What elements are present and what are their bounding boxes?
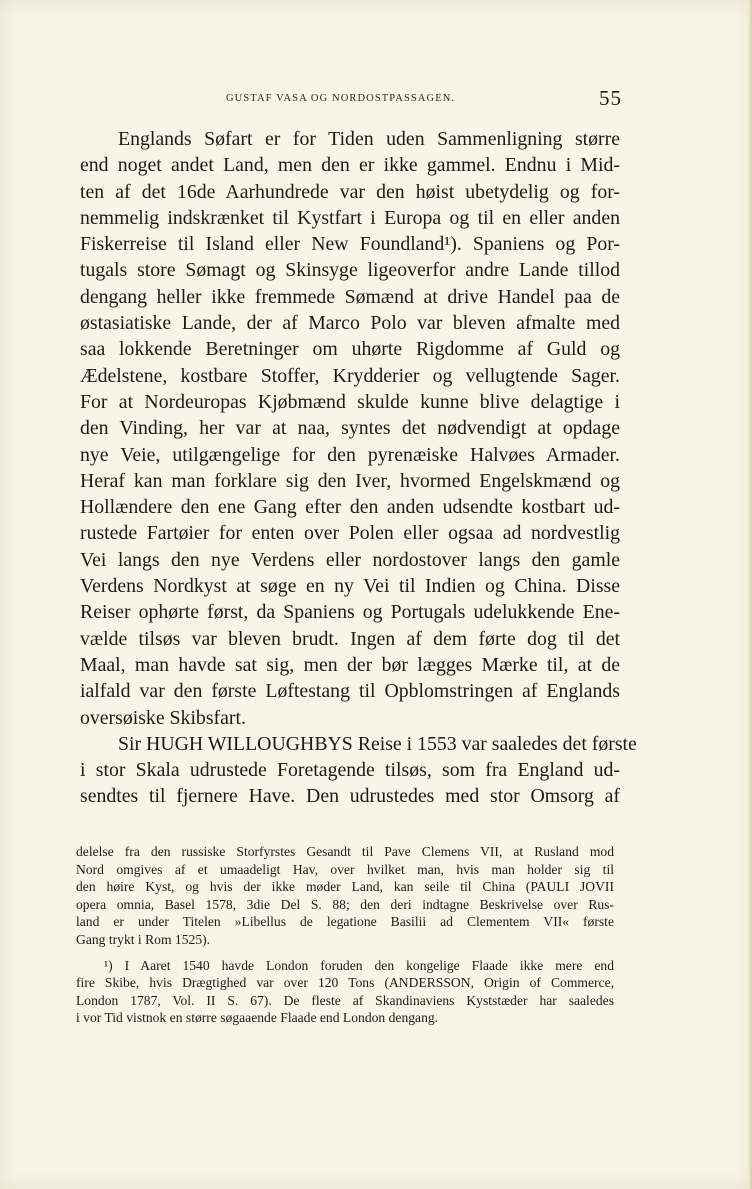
text-line: tugals store Sømagt og Skinsyge ligeoverfor andre Lande tillod xyxy=(80,259,620,282)
text-line: dengang heller ikke fremmede Sømænd at drive Handel paa de xyxy=(80,285,620,308)
text-line: oversøiske Skibsfart. xyxy=(80,706,246,729)
text-line: vælde tilsøs var bleven brudt. Ingen af dem førte dog til det xyxy=(80,627,620,650)
text-line: Englands Søfart er for Tiden uden Sammenligning større xyxy=(118,128,620,150)
page-number: 55 xyxy=(599,86,622,110)
footnote-line: opera omnia, Basel 1578, 3die Del S. 88; den deri indtagne Beskrivelse over Rus- xyxy=(76,896,614,912)
footnote-1-line: London 1787, Vol. II S. 67). De fleste af Skandinaviens Kyststæder har saaledes xyxy=(76,992,614,1008)
text-line: Heraf kan man forklare sig den Iver, hvormed Engelskmænd og xyxy=(80,469,620,492)
text-line: Hollændere den ene Gang efter den anden udsendte kostbart ud- xyxy=(80,496,620,519)
footnotes xyxy=(76,843,614,1027)
text-line: Fiskerreise til Island eller New Foundland¹). Spaniens og Por- xyxy=(80,233,620,256)
text-line: ialfald var den første Løftestang til Opblomstringen af Englands xyxy=(80,680,620,703)
main-text xyxy=(80,126,637,810)
text-line: end noget andet Land, men den er ikke gammel. Endnu i Mid- xyxy=(80,154,620,177)
text-line: Reiser ophørte først, da Spaniens og Portugals udelukkende Ene- xyxy=(80,601,620,624)
text-line: den Vinding, her var at naa, syntes det nødvendigt at opdage xyxy=(80,417,620,440)
footnote-1-line: ¹) I Aaret 1540 havde London foruden den kongelige Flaade ikke mere end xyxy=(104,957,614,973)
text-line: For at Nordeuropas Kjøbmænd skulde kunne blive delagtige i xyxy=(80,390,620,413)
text-line: Vei langs den nye Verdens eller nordostover langs den gamle xyxy=(80,548,620,571)
footnote-1-line: fire Skibe, hvis Drægtighed var over 120 Tons (ANDERSSON, Origin of Commerce, xyxy=(76,975,614,991)
text-line: nemmelig indskrænket til Kystfart i Europa og til en eller anden xyxy=(80,206,620,229)
page-header xyxy=(76,86,622,116)
text-line: saa lokkende Beretninger om uhørte Rigdomme af Guld og xyxy=(80,338,620,361)
text-line: østasiatiske Lande, der af Marco Polo var bleven afmalte med xyxy=(80,312,620,335)
text-line: Sir HUGH WILLOUGHBYS Reise i 1553 var saaledes det første xyxy=(118,732,637,755)
text-line: Verdens Nordkyst at søge en ny Vei til Indien og China. Disse xyxy=(80,575,620,598)
text-line: nye Veie, utilgængelige for den pyrenæiske Halvøes Armader. xyxy=(80,443,620,466)
footnote-line: den høire Kyst, og hvis der ikke møder Land, kan seile til China (PAULI JOVII xyxy=(76,879,614,895)
text-line: Maal, man havde sat sig, men der bør lægges Mærke til, at de xyxy=(80,653,620,676)
text-line: sendtes til fjernere Have. Den udrustedes med stor Omsorg af xyxy=(80,785,620,808)
footnote-line: Nord omgives af et umaadeligt Hav, over hvilket man, hvis man holder sig til xyxy=(76,861,614,877)
footnote-line: land er under Titelen »Libellus de legatione Basilii ad Clementem VII« første xyxy=(76,914,614,930)
footnote-line: delelse fra den russiske Storfyrstes Gesandt til Pave Clemens VII, at Rusland mod xyxy=(76,844,614,859)
text-line: i stor Skala udrustede Foretagende tilsøs, som fra England ud- xyxy=(80,759,620,782)
footnote-line: Gang trykt i Rom 1525). xyxy=(76,931,211,947)
footnote-1-line: i vor Tid vistnok en større søgaaende Flaade end London dengang. xyxy=(76,1010,439,1026)
footnote-spacer xyxy=(76,949,614,957)
text-line: Ædelstene, kostbare Stoffer, Krydderier og vellugtende Sager. xyxy=(80,364,620,387)
text-line: ten af det 16de Aarhundrede var den høist ubetydelig og for- xyxy=(80,180,620,203)
running-title: GUSTAF VASA OG NORDOSTPASSAGEN. xyxy=(226,93,456,104)
text-line: rustede Fartøier for enten over Polen eller ogsaa ad nordvestlig xyxy=(80,522,620,545)
